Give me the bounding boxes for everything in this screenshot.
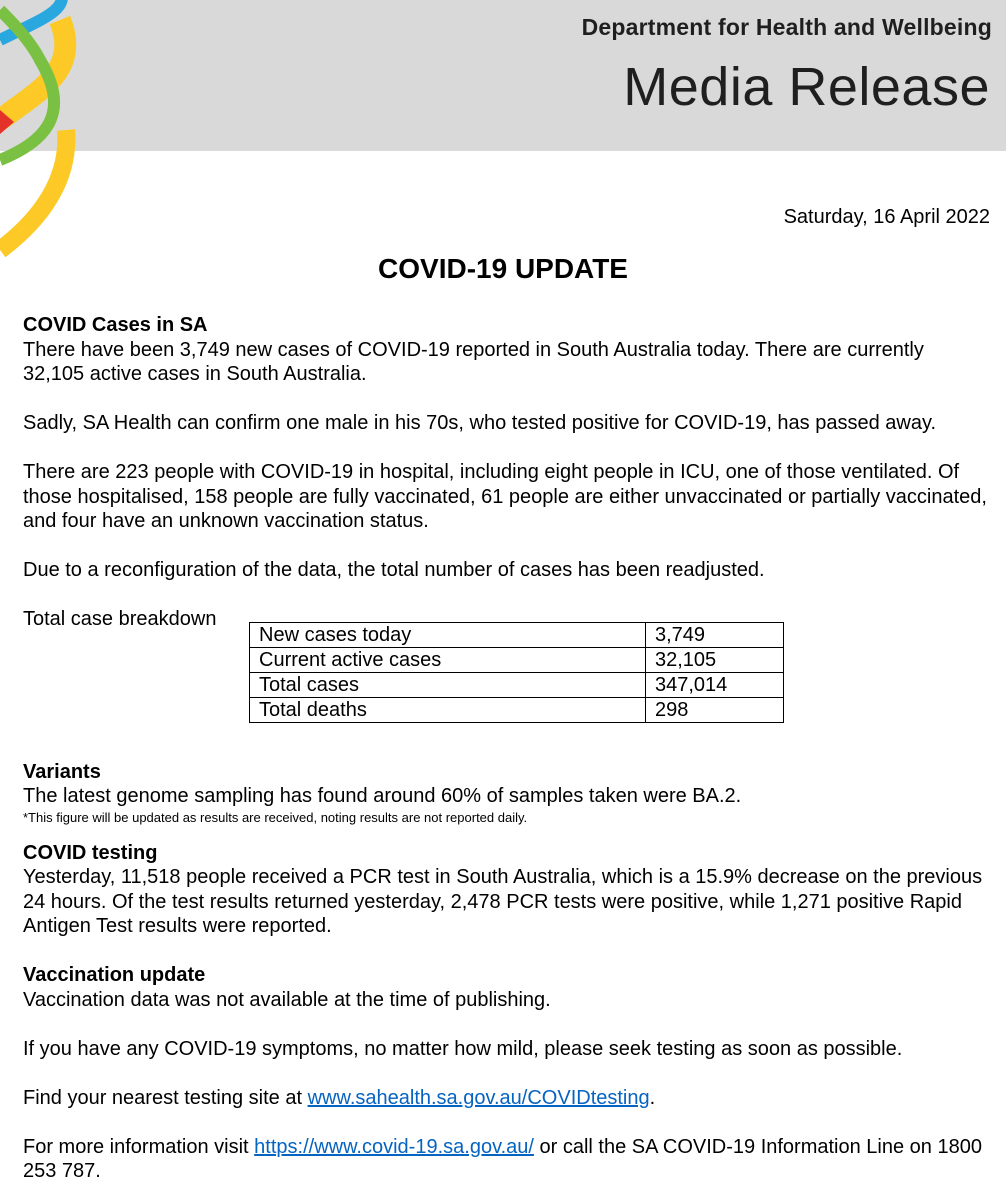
variants-text: The latest genome sampling has found around 60% of samples taken were BA.2. — [23, 785, 742, 807]
table-cell-label: Total deaths — [250, 697, 646, 722]
release-date: Saturday, 16 April 2022 — [783, 206, 990, 228]
table-cell-label: New cases today — [250, 622, 646, 647]
cases-paragraph-4: Due to a reconfiguration of the data, the total number of cases has been readjusted. — [23, 559, 765, 581]
table-row — [250, 697, 784, 722]
breakdown-label: Total case breakdown — [23, 608, 217, 630]
testing-site-paragraph — [23, 1086, 988, 1111]
release-body — [23, 313, 988, 1184]
cases-paragraph-1: There have been 3,749 new cases of COVID-19 reported in South Australia today. There are currently 32,105 active cases in South Australia. — [23, 338, 924, 385]
department-name: Department for Health and Wellbeing — [581, 14, 992, 40]
table-cell-value: 347,014 — [646, 672, 784, 697]
more-info-prefix: For more information visit — [23, 1135, 255, 1158]
testing-heading: COVID testing — [23, 841, 158, 864]
cases-heading: COVID Cases in SA — [23, 314, 208, 336]
more-info-suffix: or call the SA COVID-19 Information Line on 1800 253 787. — [23, 1135, 982, 1182]
testing-site-suffix: . — [649, 1086, 656, 1109]
cases-paragraph-2: Sadly, SA Health can confirm one male in his 70s, who tested positive for COVID-19, has passed away. — [23, 412, 937, 434]
more-info-paragraph — [23, 1135, 988, 1184]
vaccination-text: Vaccination data was not available at the time of publishing. — [23, 988, 551, 1011]
table-cell-value: 3,749 — [646, 622, 784, 647]
variants-note: *This figure will be updated as results are received, noting results are not reported daily. — [23, 809, 528, 825]
variants-heading: Variants — [23, 760, 101, 783]
sa-health-swoosh-logo — [0, 0, 120, 260]
table-cell-label: Current active cases — [250, 647, 646, 672]
table-row — [250, 622, 784, 647]
media-release-title: Media Release — [623, 57, 990, 117]
cases-paragraph-3: There are 223 people with COVID-19 in hospital, including eight people in ICU, one of those ventilated. Of those hospitalised, 158 people are fully vaccinated, 61 people are either unvaccinated or partially vaccinated, and four have an unknown vaccination status. — [23, 461, 987, 532]
table-row — [250, 672, 784, 697]
covid-info-link[interactable]: https://www.covid-19.sa.gov.au/ — [254, 1135, 534, 1158]
testing-text: Yesterday, 11,518 people received a PCR test in South Australia, which is a 15.9% decrease on the previous 24 hours. Of the test results returned yesterday, 2,478 PCR tests were positive, while 1,271 positive Rapid Antigen Test results were reported. — [23, 866, 983, 937]
table-row — [250, 647, 784, 672]
table-cell-label: Total cases — [250, 672, 646, 697]
header-banner — [0, 0, 1006, 151]
page-title: COVID-19 UPDATE — [378, 253, 628, 284]
testing-site-link[interactable]: www.sahealth.sa.gov.au/COVIDtesting — [307, 1086, 650, 1109]
symptoms-text: If you have any COVID-19 symptoms, no matter how mild, please seek testing as soon as possible. — [23, 1037, 903, 1060]
table-cell-value: 298 — [646, 697, 784, 722]
testing-site-prefix: Find your nearest testing site at — [23, 1086, 308, 1109]
case-breakdown-table — [249, 622, 784, 723]
table-cell-value: 32,105 — [646, 647, 784, 672]
vaccination-heading: Vaccination update — [23, 964, 206, 986]
